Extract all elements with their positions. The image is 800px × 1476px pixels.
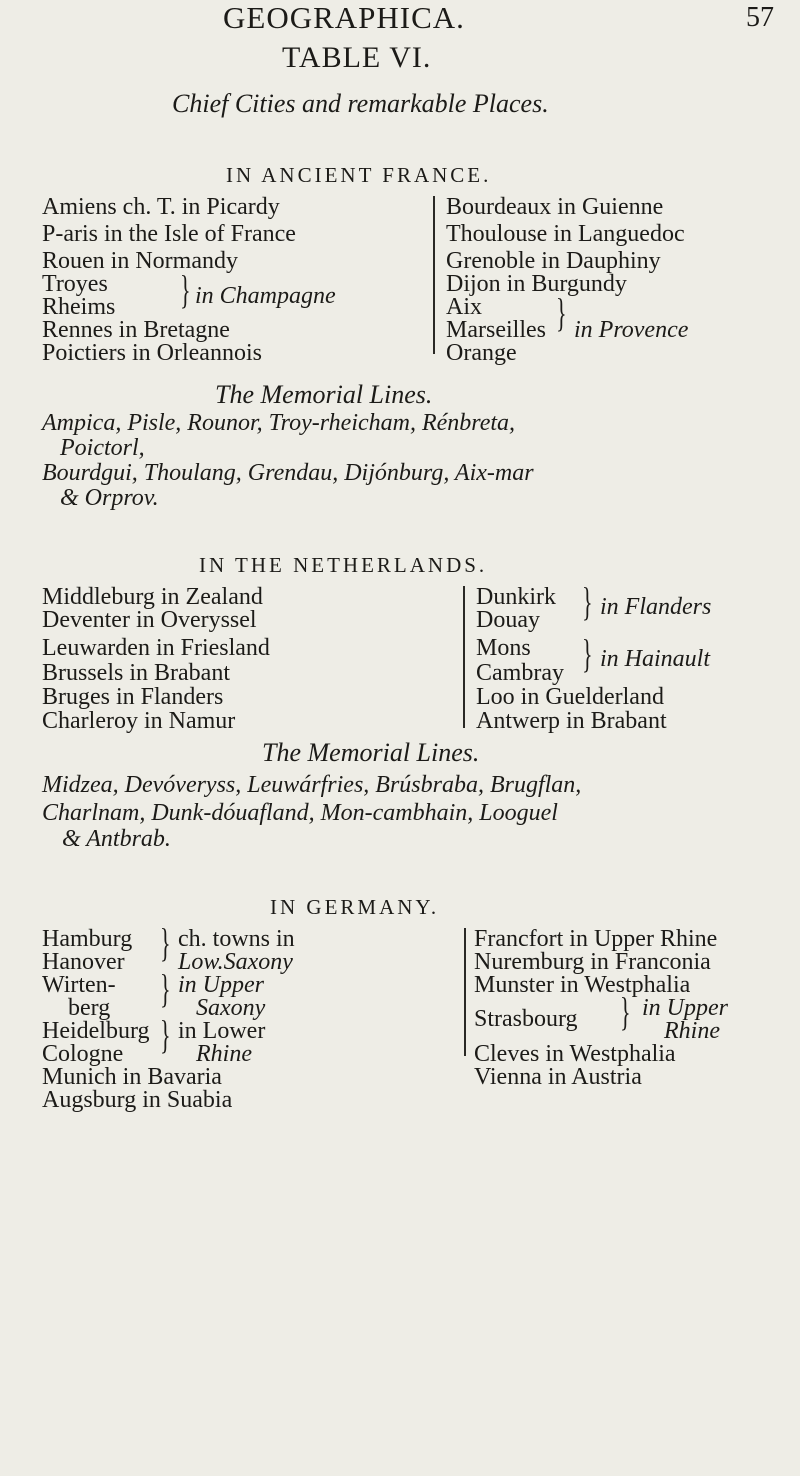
running-head: GEOGRAPHICA. — [223, 0, 465, 35]
column-divider — [463, 586, 465, 728]
netherlands-left-entry: Brussels in Brabant — [42, 660, 230, 686]
france-right-entry: Thoulouse in Languedoc — [446, 221, 685, 247]
netherlands-right-entry: Douay — [476, 607, 540, 633]
france-left-entry: Amiens ch. T. in Picardy — [42, 194, 280, 220]
section-heading-germany: IN GERMANY. — [270, 895, 440, 919]
france-left-entry: P-aris in the Isle of France — [42, 221, 296, 247]
germany-right-entry: Nuremburg in Franconia — [474, 949, 711, 975]
france-right-entry: Dijon in Burgundy — [446, 271, 627, 297]
page-number: 57 — [746, 2, 774, 33]
germany-left-entry: Low.Saxony — [178, 949, 293, 975]
germany-right-entry: in Upper — [642, 995, 728, 1021]
germany-left-entry: in Upper — [178, 972, 264, 998]
netherlands-right-entry: Dunkirk — [476, 584, 556, 610]
memorial-line: Poictorl, — [60, 435, 145, 461]
brace-icon: } — [620, 989, 631, 1034]
netherlands-left-entry: Charleroy in Namur — [42, 708, 236, 734]
france-left-group-label: in Champagne — [195, 283, 336, 309]
germany-left-entry: Hanover — [42, 949, 125, 975]
brace-icon: } — [180, 267, 191, 312]
memorial-heading-netherlands: The Memorial Lines. — [262, 738, 480, 767]
germany-left-entry: Augsburg in Suabia — [42, 1087, 233, 1113]
brace-icon: } — [582, 631, 593, 676]
netherlands-right-group-label: in Flanders — [600, 594, 712, 620]
netherlands-right-entry: Loo in Guelderland — [476, 684, 664, 710]
germany-left-entry: Munich in Bavaria — [42, 1064, 222, 1090]
memorial-line: Charlnam, Dunk-dóuafland, Mon-cambhain, Looguel — [42, 800, 558, 826]
brace-icon: } — [160, 966, 171, 1011]
germany-left-entry: berg — [68, 995, 111, 1021]
france-right-entry: Marseilles — [446, 317, 546, 343]
germany-left-entry: ch. towns in — [178, 926, 295, 952]
germany-left-entry: Saxony — [196, 995, 266, 1021]
memorial-line: & Antbrab. — [62, 826, 171, 852]
memorial-line: & Orprov. — [60, 485, 159, 511]
germany-right-entry: Cleves in Westphalia — [474, 1041, 676, 1067]
france-right-group-label: in Provence — [574, 317, 689, 343]
memorial-line: Ampica, Pisle, Rounor, Troy-rheicham, Rénbreta, — [42, 410, 516, 436]
memorial-heading-france: The Memorial Lines. — [215, 380, 433, 409]
column-divider — [464, 928, 466, 1056]
germany-left-entry: Cologne — [42, 1041, 124, 1067]
germany-left-entry: Rhine — [196, 1041, 252, 1067]
netherlands-right-entry: Antwerp in Brabant — [476, 708, 667, 734]
brace-icon: } — [160, 920, 171, 965]
germany-left-entry: Heidelburg — [42, 1018, 150, 1044]
france-left-entry: Troyes — [42, 271, 108, 297]
netherlands-left-entry: Middleburg in Zealand — [42, 584, 263, 610]
france-right-entry: Grenoble in Dauphiny — [446, 248, 661, 274]
section-heading-netherlands: IN THE NETHERLANDS. — [199, 553, 488, 577]
france-right-entry: Bourdeaux in Guienne — [446, 194, 664, 220]
germany-right-entry: Vienna in Austria — [474, 1064, 642, 1090]
table-title: TABLE VI. — [282, 41, 432, 74]
netherlands-left-entry: Deventer in Overyssel — [42, 607, 257, 633]
netherlands-left-entry: Leuwarden in Friesland — [42, 635, 270, 661]
germany-right-entry: Munster in Westphalia — [474, 972, 691, 998]
netherlands-left-entry: Bruges in Flanders — [42, 684, 224, 710]
france-right-entry: Orange — [446, 340, 517, 366]
brace-icon: } — [582, 579, 593, 624]
france-left-entry: Rheims — [42, 294, 116, 320]
germany-right-entry: Strasbourg — [474, 1006, 578, 1032]
subtitle: Chief Cities and remarkable Places. — [172, 89, 549, 118]
brace-icon: } — [160, 1012, 171, 1057]
column-divider — [433, 196, 435, 354]
brace-icon: } — [556, 290, 567, 335]
netherlands-right-entry: Cambray — [476, 660, 564, 686]
germany-left-entry: Hamburg — [42, 926, 133, 952]
france-right-entry: Aix — [446, 294, 482, 320]
netherlands-right-entry: Mons — [476, 635, 531, 661]
section-heading-france: IN ANCIENT FRANCE. — [226, 163, 492, 187]
germany-left-entry: in Lower — [178, 1018, 266, 1044]
germany-left-entry: Wirten- — [42, 972, 116, 998]
france-left-entry: Poictiers in Orleannois — [42, 340, 262, 366]
germany-right-entry: Francfort in Upper Rhine — [474, 926, 718, 952]
france-left-entry: Rennes in Bretagne — [42, 317, 230, 343]
netherlands-right-group-label: in Hainault — [600, 646, 711, 672]
memorial-line: Midzea, Devóveryss, Leuwárfries, Brúsbraba, Brugflan, — [42, 772, 582, 798]
france-left-entry: Rouen in Normandy — [42, 248, 238, 274]
memorial-line: Bourdgui, Thoulang, Grendau, Dijónburg, Aix-mar — [42, 460, 534, 486]
germany-right-entry: Rhine — [664, 1018, 720, 1044]
